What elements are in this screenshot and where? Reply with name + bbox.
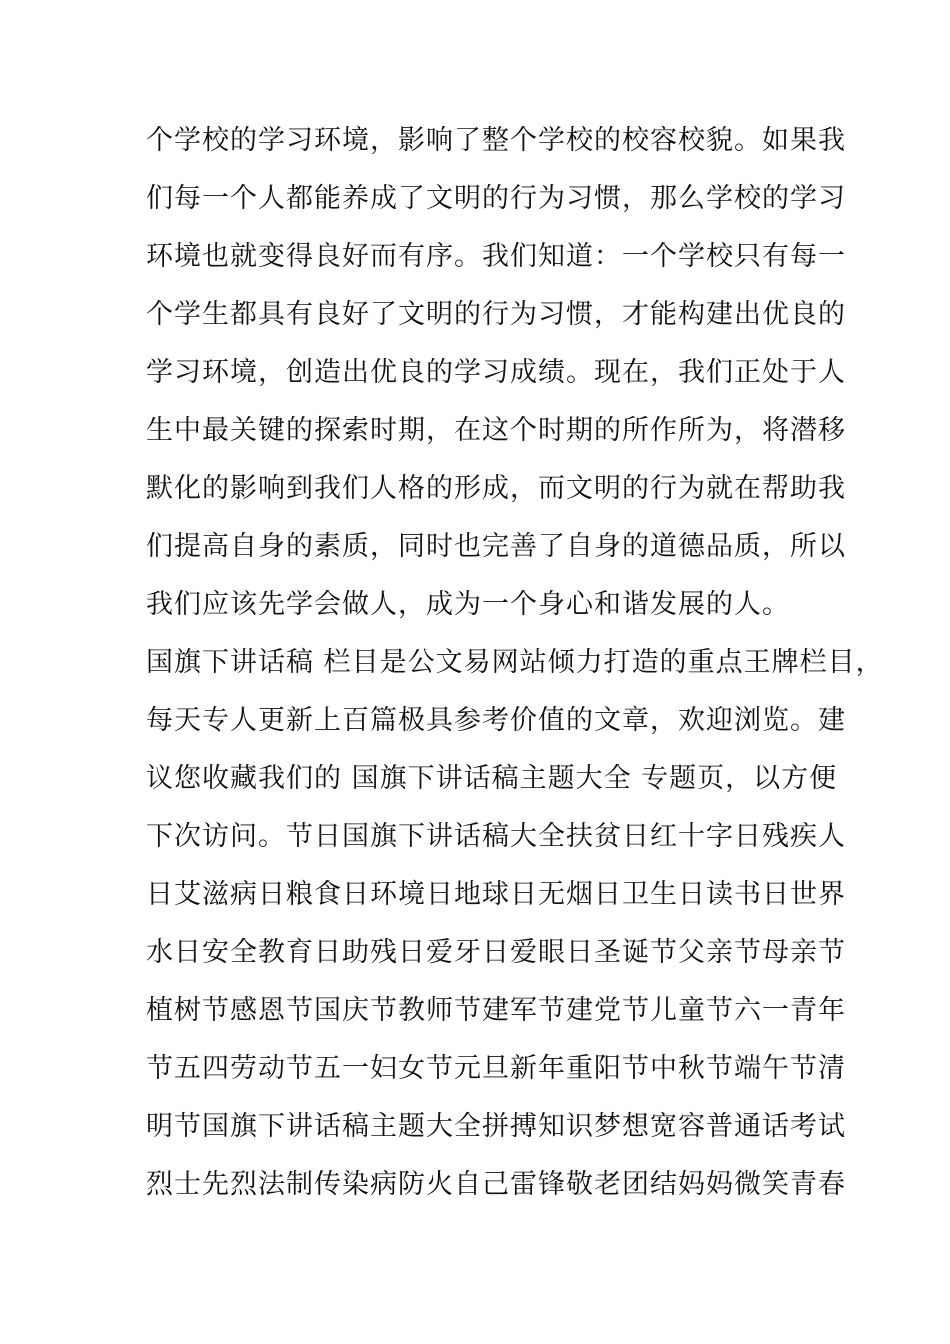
text-line: 下次访问。节日国旗下讲话稿大全扶贫日红十字日残疾人 (146, 821, 846, 852)
text-line: 个学生都具有良好了文明的行为习惯，才能构建出优良的 (146, 299, 846, 330)
text-line: 国旗下讲话稿 栏目是公文易网站倾力打造的重点王牌栏目， (146, 647, 884, 678)
text-line: 植树节感恩节国庆节教师节建军节建党节儿童节六一青年 (146, 995, 846, 1026)
text-line: 环境也就变得良好而有序。我们知道：一个学校只有每一 (146, 241, 846, 272)
text-line: 议您收藏我们的 国旗下讲话稿主题大全 专题页，以方便 (146, 763, 838, 794)
text-line: 默化的影响到我们人格的形成，而文明的行为就在帮助我 (146, 473, 846, 504)
text-line: 每天专人更新上百篇极具参考价值的文章，欢迎浏览。建 (146, 705, 846, 736)
text-line: 明节国旗下讲话稿主题大全拼搏知识梦想宽容普通话考试 (146, 1111, 846, 1142)
text-line: 们每一个人都能养成了文明的行为习惯，那么学校的学习 (146, 183, 846, 214)
text-line: 生中最关键的探索时期，在这个时期的所作所为，将潜移 (146, 415, 846, 446)
text-line: 水日安全教育日助残日爱牙日爱眼日圣诞节父亲节母亲节 (146, 937, 846, 968)
text-line: 节五四劳动节五一妇女节元旦新年重阳节中秋节端午节清 (146, 1053, 846, 1084)
body-text (146, 119, 884, 1221)
text-line: 日艾滋病日粮食日环境日地球日无烟日卫生日读书日世界 (146, 879, 846, 910)
text-line: 烈士先烈法制传染病防火自己雷锋敬老团结妈妈微笑青春 (146, 1169, 846, 1200)
text-line: 我们应该先学会做人，成为一个身心和谐发展的人。 (146, 589, 790, 620)
text-line: 学习环境，创造出优良的学习成绩。现在，我们正处于人 (146, 357, 846, 388)
text-line: 们提高自身的素质，同时也完善了自身的道德品质，所以 (146, 531, 846, 562)
text-line: 个学校的学习环境，影响了整个学校的校容校貌。如果我 (146, 125, 846, 156)
